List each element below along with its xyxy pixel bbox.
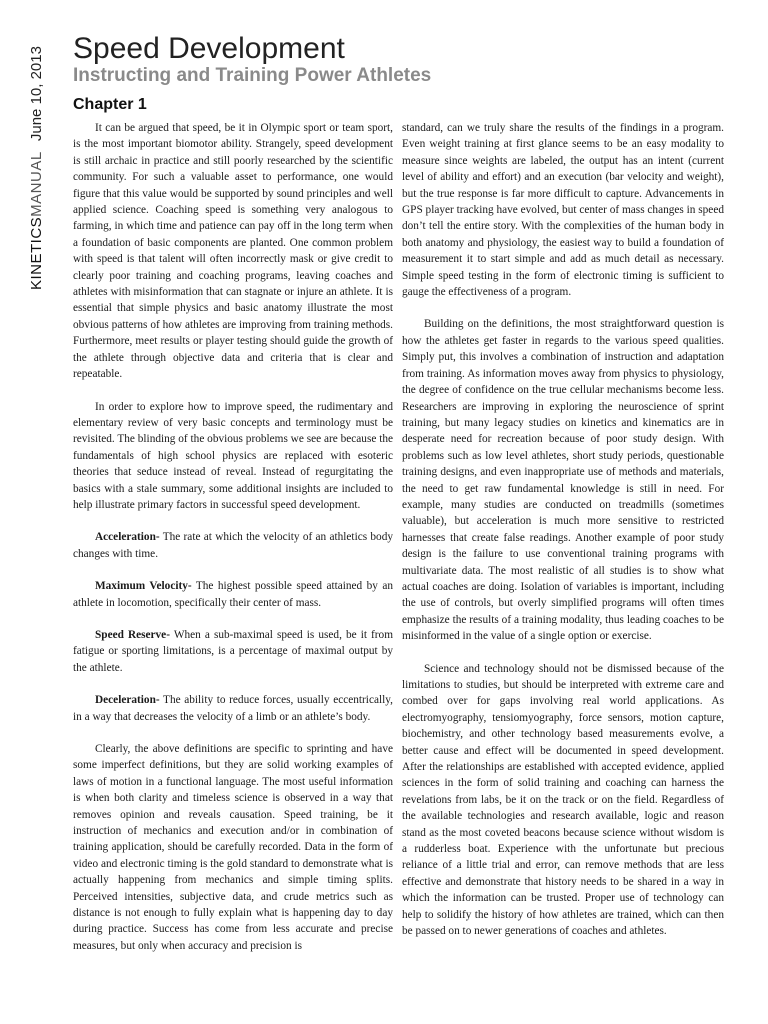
definition-term: Acceleration- — [95, 531, 160, 544]
side-running-header — [28, 46, 45, 290]
definition-speed-reserve — [73, 627, 393, 676]
paragraph-continued: standard, can we truly share the results of the findings in a program. Even weight training at first glance seems to be an easy modality to measure since weights are labeled, the output has an intent (current level of ability and effort) and an execution (bar velocity and weight), but the true response is far more difficult to capture. Advancements in GPS player tracking have evolved, but center of mass changes in speed don’t tell the entire story. With the complexities of the human body in both anatomy and physiology, the easiest way to build a foundation of measurement it to start simple and add as much detail as necessary. Simple speed testing in the form of electronic timing is sufficient to gauge the effectiveness of a program. — [402, 122, 724, 299]
publication-manual-label: MANUAL — [28, 151, 45, 217]
definition-text: The rate at which the velocity of an athletics body changes with time. — [73, 531, 393, 560]
definition-maximum-velocity — [73, 578, 393, 611]
paragraph: In order to explore how to improve speed, the rudimentary and elementary review of very basic concepts and terminology must be revisited. The blinding of the obvious problems we see are because the fundamentals of high school physics are replaced with esoteric theories that seduce instead of reveal. Instead of regurgitating the basics with a stale summary, some additional insights are included to help illustrate primary factors in successful speed development. — [73, 400, 393, 511]
definition-text: The highest possible speed attained by an athlete in locomotion, specifically their center of mass. — [73, 580, 393, 609]
document-title: Speed Development — [73, 32, 345, 65]
paragraph: Science and technology should not be dismissed because of the limitations to studies, but should be interpreted with extreme care and combed over for gaps involving real world applications. As electromyography, tensiomyography, force sensors, motion capture, biochemistry, and other technology based measurements evolve, a better cause and effect will be documented in speed development. After the relationships are established with accepted evidence, applied sciences in the form of solid training and coaching can harness the revelations from labs, be it on the track or on the field. Regardless of the available technologies and research available, logic and reason stand as the most coveted beacons because science without wisdom is a rudderless boat. Experience with the unfortunate but precious reliance of a little trial and error, can remove methods that are less effective and demonstrate that history needs to be shared in a way in which the information can be trusted. Proper use of technology can help to solidify the history of how athletes are trained, which can then be passed on to newer generations of coaches and athletes. — [402, 662, 724, 938]
chapter-heading: Chapter 1 — [73, 96, 147, 113]
publication-brand: KINETICS — [28, 216, 45, 290]
paragraph: It can be argued that speed, be it in Olympic sport or team sport, is the most important biomotor ability. Strangely, speed development is still archaic in practice and still poorly researched by the scientific community. For such a valuable asset to performance, one would figure that this value would be supported by sound principles and well applied science. Coaching speed is something very analogous to farming, in which time and patience can pay off in the long term when a foundation of basic components are planted. One common problem with speed is that talent will often incorrectly mask or give credit to clearly poor training and coaching programs, leaving coaches and athletes with misinformation that can stagnate or injure an athlete. It is essential that simple physics and basic anatomy illustrate the most obvious patterns of how athletes are improving from training methods. Furthermore, meet results or player testing should guide the growth of the athlete through objective data and criteria that is clear and repeatable. — [73, 122, 393, 381]
document-subtitle: Instructing and Training Power Athletes — [73, 65, 432, 86]
definition-deceleration — [73, 692, 393, 725]
definition-term: Speed Reserve- — [95, 628, 170, 641]
definition-term: Maximum Velocity- — [95, 580, 192, 593]
right-column — [402, 120, 724, 1010]
paragraph: Building on the definitions, the most straightforward question is how the athletes get faster in regards to the various speed qualities. Simply put, this involves a combination of instruction and adaptation from training. As information moves away from physics to physiology, the degree of confidence on the true cellular mechanisms become less. Researchers are improving in exploring the neuroscience of sprint training, but many legacy studies on kinetics and kinematics are in desperate need for recreation because of poor study design. With problems such as low level athletes, short study periods, questionable training designs, and even inappropriate use of methods and materials, the need to get raw fundamental knowledge is still in need. For example, many studies are conducted on treadmills (sometimes valuable), but acceleration is much more sensitive to restricted harnesses that create false readings. Another example of poor study design is the failure to use conventional training programs with multivariate data. The most realistic of all studies is to show what actual coaches are doing. Isolation of variables is important, including the use of controls, but overly simplified programs will often times emphasize the results of a training modality, thus leading coaches to be misinformed in the value of a single option or exercise. — [402, 318, 724, 643]
definition-text: The ability to reduce forces, usually eccentrically, in a way that decreases the velocity of a limb or an athlete’s body. — [73, 694, 393, 723]
definition-term: Deceleration- — [95, 694, 160, 707]
left-column — [73, 120, 393, 1010]
publication-date: June 10, 2013 — [28, 46, 45, 142]
paragraph: Clearly, the above definitions are specific to sprinting and have some imperfect definitions, but they are solid working examples of laws of motion in a functional language. The most useful information is when both clarity and timeless science is observed in a way that removes opinion and reveals causation. Speed training, be it instruction of mechanics and execution and/or in combination of training application, should be carefully recorded. Data in the form of video and electronic timing is the gold standard to demonstrate what is actually happening from mechanics and simple timing splits. Perceived intensities, subjective data, and crude metrics such as distance is not enough to fully explain what is happening day to day during practice. Success has come from less accurate and precise measures, but only when accuracy and precision is — [73, 743, 393, 952]
definition-acceleration — [73, 529, 393, 562]
definition-text: When a sub-maximal speed is used, be it from fatigue or sporting limitations, is a percentage of maximal output by the athlete. — [73, 628, 393, 674]
document-header — [73, 33, 431, 87]
